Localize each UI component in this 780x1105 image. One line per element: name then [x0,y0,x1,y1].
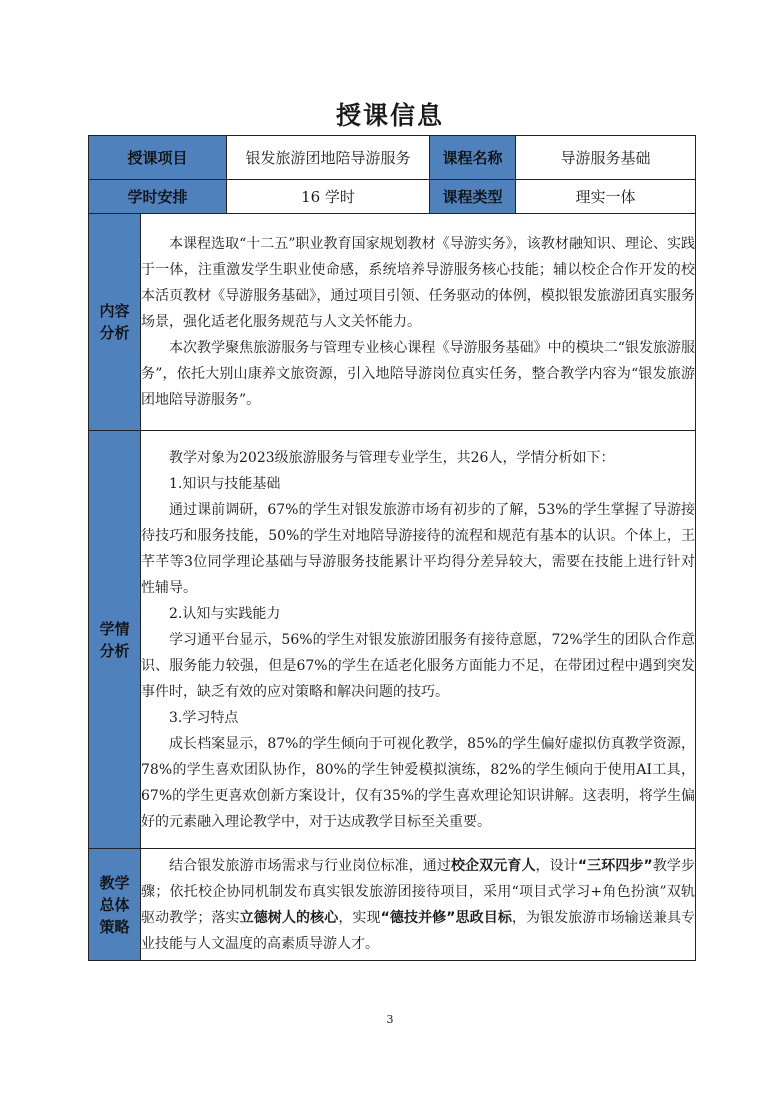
learner-label-line1: 学情 [99,619,130,638]
course-name-label: 课程名称 [430,136,516,180]
strategy-paragraph [141,853,695,957]
learner-heading: 1.知识与技能基础 [169,475,281,492]
row-learner-analysis [89,431,696,849]
hours-label: 学时安排 [89,180,227,214]
learner-heading: 2.认知与实践能力 [169,605,281,622]
learner-heading: 3.学习特点 [169,709,239,726]
course-info-table [88,135,696,961]
learner-label-line2: 分析 [99,641,130,660]
strategy-label-line3: 策略 [99,917,130,936]
learner-analysis-body [141,431,696,849]
strategy-emphasis: 校企双元育人 [450,857,536,874]
strategy-text: ，为银发旅游市场输送兼具专业技能与人文温度的高素质导游人才。 [141,909,696,952]
learner-intro: 教学对象为2023级旅游服务与管理专业学生，共26人，学情分析如下： [169,449,615,466]
page-title: 授课信息 [335,101,444,130]
course-type-value: 理实一体 [516,180,696,214]
content-label-line2: 分析 [99,324,130,342]
learner-paragraph: 通过课前调研，67%的学生对银发旅游市场有初步的了解，53%的学生掌握了导游接待技巧和服务技能，50%的学生对地陪导游接待的流程和规范有基本的认识。个体上，王芊芊等3位同学理论基础与导游服务技能累计平均得分差异较大，需要在技能上进行针对性辅导。 [141,501,696,596]
strategy-emphasis: “三环四步” [577,857,653,874]
strategy-label-line1: 教学 [99,873,130,892]
strategy-text: 教学步骤；依托校企协同机制发布真实银发旅游团接待项目，采用“项目式学习+角色扮演”双轨驱动教学；落实 [141,857,696,926]
strategy-text: ，设计 [535,857,578,874]
content-paragraph: 本课程选取“十二五”职业教育国家规划教材《导游实务》，该教材融知识、理论、实践于一体，注重激发学生职业使命感，系统培养导游服务核心技能；辅以校企合作开发的校本活页教材《导游服务基础》，通过项目引领、任务驱动的体例，模拟银发旅游团真实服务场景，强化适老化服务规范与人文关怀能力。 [141,236,696,330]
content-analysis-label [89,214,141,431]
strategy-label [89,849,141,961]
project-label: 授课项目 [89,136,227,180]
learner-paragraph: 学习通平台显示，56%的学生对银发旅游团服务有接待意愿，72%学生的团队合作意识、服务能力较强，但是67%的学生在适老化服务方面能力不足，在带团过程中遇到突发事件时，缺乏有效的应对策略和解决问题的技巧。 [141,631,696,700]
strategy-emphasis: “德技并修”思政目标 [380,909,512,926]
project-value: 银发旅游团地陪导游服务 [227,136,430,180]
strategy-text: ，实现 [338,909,381,926]
page-number: 3 [386,1013,394,1026]
content-paragraph: 本次教学聚焦旅游服务与管理专业核心课程《导游服务基础》中的模块二“银发旅游服务”，依托大别山康养文旅资源，引入地陪导游岗位真实任务，整合教学内容为“银发旅游团地陪导游服务”。 [141,340,696,408]
strategy-body [141,849,696,961]
content-analysis-body [141,214,696,431]
row-content-analysis [89,214,696,431]
course-name-value: 导游服务基础 [516,136,696,180]
learner-paragraph: 成长档案显示，87%的学生倾向于可视化教学，85%的学生偏好虚拟仿真教学资源，78%的学生喜欢团队协作，80%的学生钟爱模拟演练，82%的学生倾向于使用AI工具，67%的学生更喜欢创新方案设计，仅有35%的学生喜欢理论知识讲解。这表明，将学生偏好的元素融入理论教学中，对于达成教学目标至关重要。 [141,735,696,830]
row-hours [89,180,696,214]
strategy-text: 结合银发旅游市场需求与行业岗位标准，通过 [169,857,451,874]
strategy-label-line2: 总体 [99,895,130,914]
hours-value: 16 学时 [227,180,430,214]
learner-analysis-label [89,431,141,849]
row-project [89,136,696,180]
row-strategy [89,849,696,961]
content-label-line1: 内容 [99,302,130,320]
strategy-emphasis: 立德树人的核心 [239,909,339,926]
course-type-label: 课程类型 [430,180,516,214]
